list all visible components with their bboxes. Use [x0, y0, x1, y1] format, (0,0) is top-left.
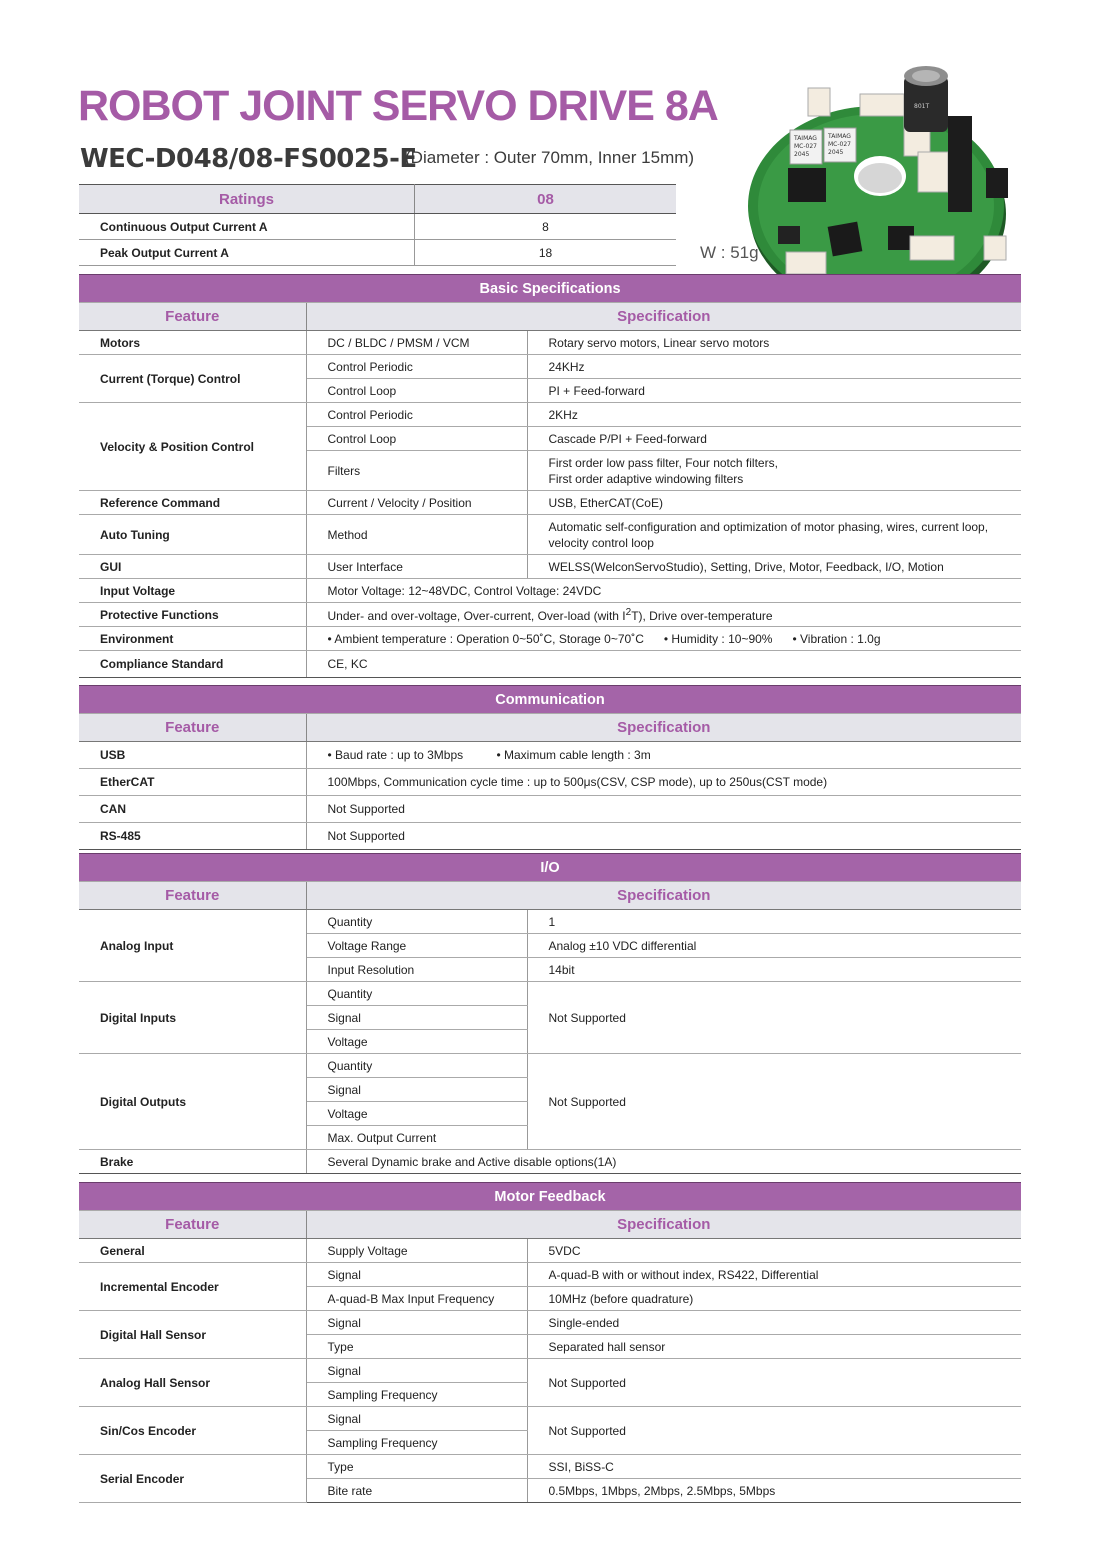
sub-cell: Control Periodic: [306, 403, 527, 427]
value-cell: Several Dynamic brake and Active disable options(1A): [306, 1150, 1021, 1174]
basic-spec-table: [79, 274, 1021, 678]
feature-cell: EtherCAT: [79, 769, 306, 796]
feature-cell: Velocity & Position Control: [79, 403, 306, 491]
value-cell: Not Supported: [527, 1407, 1021, 1455]
sub-cell: Signal: [306, 1311, 527, 1335]
value-cell: Motor Voltage: 12~48VDC, Control Voltage: 24VDC: [306, 579, 1021, 603]
chip-label: TAIMAG: [828, 133, 851, 140]
sub-cell: Signal: [306, 1078, 527, 1102]
sub-cell: Signal: [306, 1359, 527, 1383]
section-band: Communication: [79, 686, 1021, 714]
value-cell: [306, 603, 1021, 627]
sub-cell: Voltage: [306, 1102, 527, 1126]
sub-cell: Input Resolution: [306, 958, 527, 982]
table-row: [79, 796, 1021, 823]
sub-cell: Signal: [306, 1407, 527, 1431]
superscript: 2: [625, 606, 632, 618]
value-cell: Cascade P/PI + Feed-forward: [527, 427, 1021, 451]
value-line: velocity control loop: [548, 535, 654, 550]
sub-cell: Quantity: [306, 982, 527, 1006]
rating-value: 8: [415, 214, 677, 240]
table-row: [79, 910, 1021, 934]
value-line: Automatic self-configuration and optimization of motor phasing, wires, current loop,: [548, 519, 989, 534]
feature-cell: Sin/Cos Encoder: [79, 1407, 306, 1455]
feature-cell: RS-485: [79, 823, 306, 850]
value-cell: 24KHz: [527, 355, 1021, 379]
table-row: [79, 1054, 1021, 1078]
table-row: [79, 240, 676, 266]
sub-cell: Quantity: [306, 1054, 527, 1078]
feature-header: Feature: [79, 1211, 306, 1239]
feature-header: Feature: [79, 882, 306, 910]
rating-label: Peak Output Current A: [79, 240, 415, 266]
chip-label: MC-027: [828, 141, 851, 148]
value-line: First order low pass filter, Four notch filters,: [548, 455, 778, 470]
sub-cell: Control Periodic: [306, 355, 527, 379]
sub-cell: Sampling Frequency: [306, 1383, 527, 1407]
value-cell: USB, EtherCAT(CoE): [527, 491, 1021, 515]
feature-cell: Serial Encoder: [79, 1455, 306, 1503]
sub-cell: Method: [306, 515, 527, 555]
value-cell: 100Mbps, Communication cycle time : up to 500μs(CSV, CSP mode), up to 250us(CST mode): [306, 769, 1021, 796]
value-text: T), Drive over-temperature: [631, 608, 773, 623]
value-cell: SSI, BiSS-C: [527, 1455, 1021, 1479]
specification-header: Specification: [306, 1211, 1021, 1239]
sub-cell: Sampling Frequency: [306, 1431, 527, 1455]
table-row: [79, 403, 1021, 427]
value-cell: Rotary servo motors, Linear servo motors: [527, 331, 1021, 355]
table-row: [79, 982, 1021, 1006]
table-row: [79, 555, 1021, 579]
value-cell: Analog ±10 VDC differential: [527, 934, 1021, 958]
io-table: [79, 853, 1021, 1174]
value-cell: • Baud rate : up to 3Mbps • Maximum cable length : 3m: [306, 742, 1021, 769]
table-row: [79, 627, 1021, 651]
table-row: [79, 579, 1021, 603]
section-band: I/O: [79, 854, 1021, 882]
feature-cell: Current (Torque) Control: [79, 355, 306, 403]
sub-cell: Current / Velocity / Position: [306, 491, 527, 515]
specification-header: Specification: [306, 714, 1021, 742]
rating-label: Continuous Output Current A: [79, 214, 415, 240]
page-title: ROBOT JOINT SERVO DRIVE 8A: [78, 82, 718, 130]
value-cell: CE, KC: [306, 651, 1021, 678]
sub-cell: Max. Output Current: [306, 1126, 527, 1150]
table-row: [79, 1455, 1021, 1479]
sub-cell: Quantity: [306, 910, 527, 934]
value-cell: Not Supported: [306, 796, 1021, 823]
table-row: [79, 769, 1021, 796]
value-cell: 0.5Mbps, 1Mbps, 2Mbps, 2.5Mbps, 5Mbps: [527, 1479, 1021, 1503]
sub-cell: User Interface: [306, 555, 527, 579]
sub-cell: Voltage Range: [306, 934, 527, 958]
table-row: [79, 491, 1021, 515]
value-cell: 1: [527, 910, 1021, 934]
table-row: [79, 603, 1021, 627]
value-cell: A-quad-B with or without index, RS422, Differential: [527, 1263, 1021, 1287]
specification-header: Specification: [306, 882, 1021, 910]
table-row: [79, 515, 1021, 555]
sub-cell: A-quad-B Max Input Frequency: [306, 1287, 527, 1311]
weight-label: W : 51g: [700, 243, 759, 262]
sub-cell: Type: [306, 1335, 527, 1359]
value-cell: Not Supported: [527, 1054, 1021, 1150]
section-band: Basic Specifications: [79, 275, 1021, 303]
sub-cell: Control Loop: [306, 427, 527, 451]
table-row: [79, 1407, 1021, 1431]
feature-cell: Analog Input: [79, 910, 306, 982]
table-row: [79, 823, 1021, 850]
sub-cell: Filters: [306, 451, 527, 491]
feature-cell: Compliance Standard: [79, 651, 306, 678]
sub-cell: Bite rate: [306, 1479, 527, 1503]
chip-label: MC-027: [794, 143, 817, 150]
value-cell: 10MHz (before quadrature): [527, 1287, 1021, 1311]
chip-label: 2045: [828, 149, 844, 156]
ratings-model-header: 08: [415, 185, 677, 214]
value-cell: • Ambient temperature : Operation 0~50˚C, Storage 0~70˚C • Humidity : 10~90% • Vibration : 1.0g: [306, 627, 1021, 651]
capacitor-label: 801T: [914, 103, 930, 110]
rating-value: 18: [415, 240, 677, 266]
model-number: WEC-D048/08-FS0025-E: [80, 144, 417, 174]
chip-label: 2045: [794, 151, 810, 158]
ratings-header: Ratings: [79, 185, 415, 214]
sub-cell: Signal: [306, 1263, 527, 1287]
value-text: Under- and over-voltage, Over-current, Over-load (with I: [327, 608, 626, 623]
value-cell: PI + Feed-forward: [527, 379, 1021, 403]
diameter-note: (Diameter : Outer 70mm, Inner 15mm): [405, 148, 695, 167]
section-band: Motor Feedback: [79, 1183, 1021, 1211]
value-cell: 14bit: [527, 958, 1021, 982]
value-cell: Not Supported: [527, 982, 1021, 1054]
table-row: [79, 355, 1021, 379]
feature-cell: Environment: [79, 627, 306, 651]
chip-label: TAIMAG: [794, 135, 817, 142]
value-cell: [527, 515, 1021, 555]
feature-header: Feature: [79, 714, 306, 742]
value-line: First order adaptive windowing filters: [548, 471, 744, 486]
feature-cell: Digital Inputs: [79, 982, 306, 1054]
feature-cell: Digital Outputs: [79, 1054, 306, 1150]
feature-cell: Auto Tuning: [79, 515, 306, 555]
value-cell: Separated hall sensor: [527, 1335, 1021, 1359]
value-cell: [527, 451, 1021, 491]
feature-cell: Digital Hall Sensor: [79, 1311, 306, 1359]
sub-cell: DC / BLDC / PMSM / VCM: [306, 331, 527, 355]
value-cell: 5VDC: [527, 1239, 1021, 1263]
value-cell: 2KHz: [527, 403, 1021, 427]
sub-cell: Control Loop: [306, 379, 527, 403]
ratings-table: [79, 184, 676, 266]
feature-header: Feature: [79, 303, 306, 331]
feature-cell: Brake: [79, 1150, 306, 1174]
table-row: [79, 1239, 1021, 1263]
table-row: [79, 1359, 1021, 1383]
value-cell: Single-ended: [527, 1311, 1021, 1335]
feature-cell: Reference Command: [79, 491, 306, 515]
table-row: [79, 214, 676, 240]
value-cell: WELSS(WelconServoStudio), Setting, Drive, Motor, Feedback, I/O, Motion: [527, 555, 1021, 579]
sub-cell: Supply Voltage: [306, 1239, 527, 1263]
feature-cell: General: [79, 1239, 306, 1263]
communication-table: [79, 685, 1021, 850]
table-row: [79, 1150, 1021, 1174]
feature-cell: CAN: [79, 796, 306, 823]
value-cell: Not Supported: [527, 1359, 1021, 1407]
feature-cell: GUI: [79, 555, 306, 579]
motor-feedback-table: [79, 1182, 1021, 1503]
feature-cell: Protective Functions: [79, 603, 306, 627]
value-cell: Not Supported: [306, 823, 1021, 850]
feature-cell: Incremental Encoder: [79, 1263, 306, 1311]
sub-cell: Signal: [306, 1006, 527, 1030]
feature-cell: USB: [79, 742, 306, 769]
feature-cell: Input Voltage: [79, 579, 306, 603]
table-row: [79, 1311, 1021, 1335]
feature-cell: Analog Hall Sensor: [79, 1359, 306, 1407]
sub-cell: Type: [306, 1455, 527, 1479]
sub-cell: Voltage: [306, 1030, 527, 1054]
specification-header: Specification: [306, 303, 1021, 331]
feature-cell: Motors: [79, 331, 306, 355]
table-row: [79, 1263, 1021, 1287]
table-row: [79, 331, 1021, 355]
table-row: [79, 651, 1021, 678]
table-row: [79, 742, 1021, 769]
